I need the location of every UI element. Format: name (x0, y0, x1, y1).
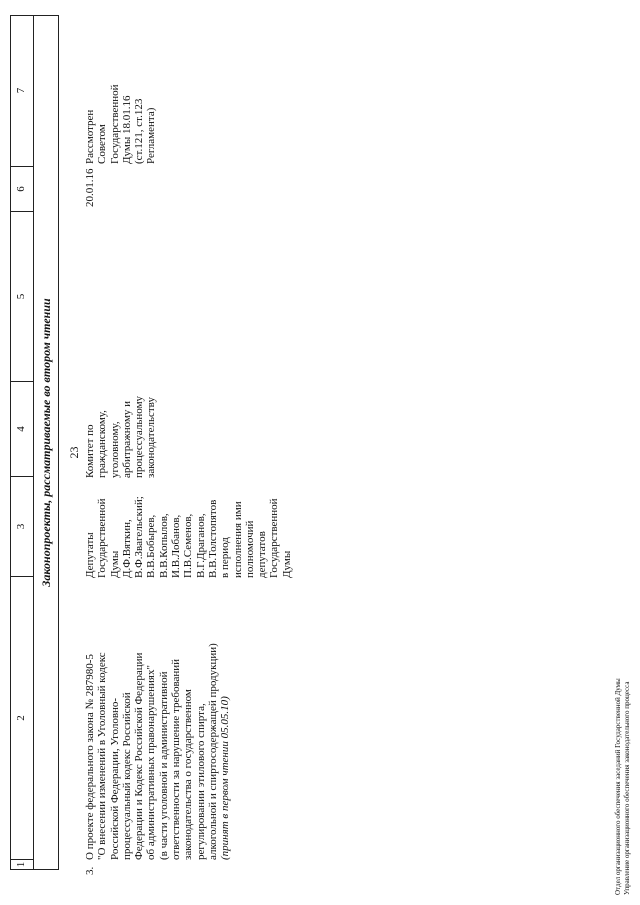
author-line: в период (219, 537, 232, 578)
footer-department (614, 678, 632, 895)
bill-line: Российской Федерации, Уголовно- (108, 697, 121, 860)
section-title: Законопроекты, рассматриваемые во втором чтении (34, 15, 59, 870)
bill-line: О проекте федерального закона № 287980-5 (84, 654, 96, 860)
committee-line: процессуальному (133, 395, 146, 478)
committee-line: Комитет по (84, 424, 96, 478)
status-line: Рассмотрен (84, 109, 96, 164)
committee-line: законодательству (145, 397, 158, 478)
column-header-7: 7 (10, 15, 34, 167)
bill-line: об административных правонарушениях" (145, 665, 158, 860)
author-line: Думы (280, 550, 293, 578)
bill-description (84, 585, 232, 860)
author-line: В.Г.Драганов, (194, 513, 207, 578)
author-line: Д.Ф.Вяткин, (120, 519, 133, 578)
column-header-6: 6 (10, 167, 34, 212)
status-line: Регламента) (145, 107, 158, 164)
column-header-4: 4 (10, 382, 34, 477)
status-line: Государственной (108, 84, 121, 164)
author-line: исполнения ими (231, 501, 244, 578)
bill-line: процессуальный кодекс Российской (120, 692, 133, 860)
bill-line: алкогольной и спиртосодержащей продукции) (206, 643, 219, 860)
author-line: Депутаты (84, 532, 96, 578)
author-line: полномочий (243, 520, 256, 578)
bill-first-reading-note: (принят в первом чтении 05.05.10) (219, 696, 232, 860)
committee-line: арбитражному и (120, 400, 133, 478)
responsible-committee (84, 388, 158, 478)
footer-line-1: Отдел организационного обеспечения заседаний Государственной Думы (614, 678, 622, 895)
author-line: Думы (108, 550, 121, 578)
column-header-2: 2 (10, 577, 34, 860)
author-line: Государственной (96, 498, 109, 578)
review-date: 20.01.16 (84, 168, 96, 207)
author-line: Государственной (268, 498, 281, 578)
page-number: 23 (67, 446, 81, 459)
status-line: Думы 18.01.16 (120, 95, 133, 164)
status-note (84, 74, 158, 164)
bill-line: ответственности за нарушение требований (170, 658, 183, 860)
bill-line: регулировании этилового спирта, (194, 703, 207, 860)
column-header-5: 5 (10, 212, 34, 382)
column-header-3: 3 (10, 477, 34, 577)
author-line: В.Ф.Звагельский; (133, 496, 146, 578)
column-header-1: 1 (10, 860, 34, 870)
row-number: 3. (84, 866, 96, 875)
author-line: П.В.Семенов, (182, 513, 195, 578)
status-line: Советом (96, 124, 109, 164)
status-line: (ст.121, ст.123 (133, 98, 146, 164)
bill-authors (84, 488, 293, 578)
bill-line: (в части уголовной и административной (157, 671, 170, 860)
author-line: И.В.Лобанов, (170, 514, 183, 578)
column-header-row (10, 15, 34, 870)
author-line: В.В.Копылов, (157, 513, 170, 578)
bill-line: законодательства о государственном (182, 689, 195, 860)
author-line: В.В.Толстопятов (206, 499, 219, 578)
committee-line: гражданскому, (96, 410, 109, 478)
committee-line: уголовному, (108, 421, 121, 478)
bill-line: "О внесении изменений в Уголовный кодекс (96, 652, 109, 860)
footer-line-2: Управление организационного обеспечения законодательного процесса (623, 681, 631, 895)
author-line: В.В.Бобырев, (145, 514, 158, 578)
author-line: депутатов (256, 531, 269, 578)
bill-line: Федерации и Кодекс Российской Федерации (133, 652, 146, 860)
